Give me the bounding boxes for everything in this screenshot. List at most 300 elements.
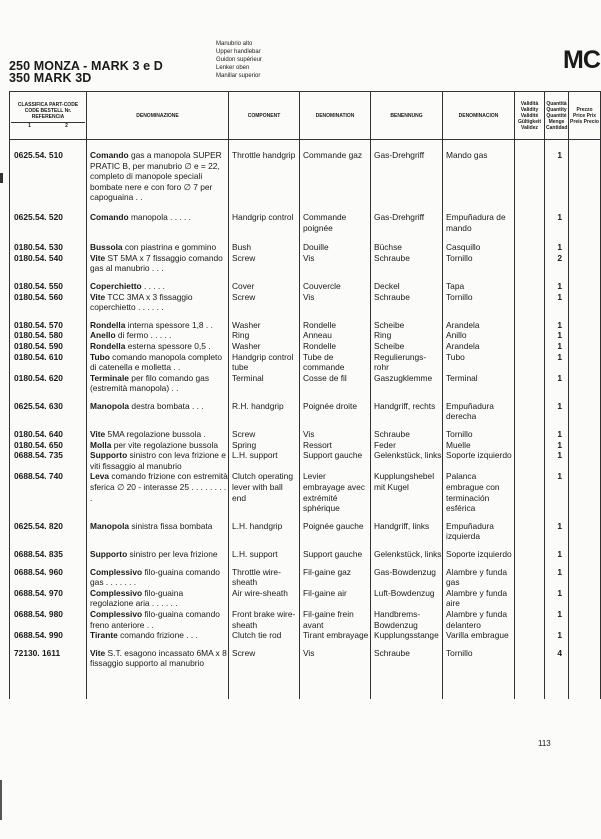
validity-cell — [515, 521, 545, 542]
description-it-keyword: Complessivo — [90, 608, 143, 619]
description-fr: Support gauche — [300, 549, 371, 560]
description-it-text: interna spessore 1,8 . . — [125, 319, 213, 330]
quantity: 1 — [545, 609, 569, 630]
description-it — [87, 150, 229, 203]
description-en: Air wire-sheath — [229, 588, 300, 609]
part-code: 0625.54. 520 — [10, 212, 87, 233]
spacer-cell — [545, 542, 569, 549]
quantity: 1 — [545, 588, 569, 609]
price-cell — [569, 253, 601, 274]
spacer-cell — [443, 233, 515, 242]
spacer-cell — [545, 274, 569, 281]
spacer-cell — [87, 542, 229, 549]
price-cell — [569, 212, 601, 233]
filler-cell — [10, 669, 87, 699]
table-row — [10, 320, 601, 331]
spacer-cell — [545, 560, 569, 567]
spacer-cell — [545, 203, 569, 212]
description-es: Arandela — [443, 320, 515, 331]
section-title-list — [216, 40, 262, 80]
table-filler — [10, 669, 601, 699]
spacer-cell — [87, 560, 229, 567]
col-en: COMPONENT — [229, 92, 300, 140]
description-it — [87, 320, 229, 331]
price-cell — [569, 292, 601, 313]
price-cell — [569, 341, 601, 352]
spacer-cell — [443, 313, 515, 320]
section-title-es: Manillar superior — [216, 73, 261, 79]
description-it — [87, 648, 229, 669]
description-fr: Levier embrayage avec extrémité sphérique — [300, 471, 371, 513]
description-it — [87, 341, 229, 352]
description-fr: Tirant embrayage — [300, 630, 371, 641]
description-en: R.H. handgrip — [229, 401, 300, 422]
spacer-cell — [10, 641, 87, 648]
spacer-cell — [371, 233, 443, 242]
part-code: 0180.54. 620 — [10, 373, 87, 394]
description-it-text: destra bombata . . . — [129, 400, 204, 411]
description-de: Ring — [371, 330, 443, 341]
validity-cell — [515, 242, 545, 253]
description-fr: Fil-gaine frein avant — [300, 609, 371, 630]
description-en: Screw — [229, 253, 300, 274]
description-it — [87, 471, 229, 513]
description-es: Tubo — [443, 352, 515, 373]
col-price: Prezzo Price Prix Preis Precio — [569, 92, 601, 140]
row-spacer — [10, 203, 601, 212]
description-it-keyword: Vite — [90, 291, 106, 302]
validity-cell — [515, 352, 545, 373]
validity-cell — [515, 630, 545, 641]
part-code: 0625.54. 510 — [10, 150, 87, 203]
price-cell — [569, 401, 601, 422]
description-it-keyword: Manopola — [90, 520, 130, 531]
description-en: Bush — [229, 242, 300, 253]
description-en: Terminal — [229, 373, 300, 394]
description-it — [87, 521, 229, 542]
spacer-cell — [569, 560, 601, 567]
spacer-cell — [300, 542, 371, 549]
part-code: 72130. 1611 — [10, 648, 87, 669]
description-it-text: filo-guaina comando gas . . . . . . . — [90, 566, 220, 588]
part-code: 0688.54. 960 — [10, 567, 87, 588]
description-it-keyword: Supporto — [90, 450, 128, 461]
validity-cell — [515, 588, 545, 609]
description-it-text: TCC 3MA x 3 fissaggio coperchietto . . . . . . — [90, 291, 193, 313]
row-spacer — [10, 313, 601, 320]
description-es: Alambre y funda aire — [443, 588, 515, 609]
description-es: Muelle — [443, 440, 515, 451]
description-it — [87, 567, 229, 588]
table-row — [10, 588, 601, 609]
spacer-cell — [443, 514, 515, 521]
quantity: 4 — [545, 648, 569, 669]
spacer-cell — [569, 274, 601, 281]
description-es: Mando gas — [443, 150, 515, 203]
description-en: Front brake wire-sheath — [229, 609, 300, 630]
brand-tag: MC — [563, 46, 600, 74]
description-de: Gas-Drehgriff — [371, 212, 443, 233]
part-code: 0180.54. 550 — [10, 281, 87, 292]
description-it-keyword: Anello — [90, 330, 116, 341]
quantity: 2 — [545, 253, 569, 274]
description-de: Kupplungshebel mit Kugel — [371, 471, 443, 513]
description-de: Handgriff, links — [371, 521, 443, 542]
filler-cell — [371, 669, 443, 699]
validity-cell — [515, 330, 545, 341]
spacer-cell — [545, 313, 569, 320]
spacer-cell — [545, 514, 569, 521]
description-de: Gelenkstück, links — [371, 549, 443, 560]
description-es: Terminal — [443, 373, 515, 394]
description-fr: Fil-gaine air — [300, 588, 371, 609]
quantity: 1 — [545, 281, 569, 292]
table-row — [10, 549, 601, 560]
filler-cell — [515, 669, 545, 699]
description-en: Screw — [229, 648, 300, 669]
table-row — [10, 330, 601, 341]
table-row — [10, 440, 601, 451]
description-it — [87, 549, 229, 560]
spacer-cell — [515, 641, 545, 648]
quantity: 1 — [545, 549, 569, 560]
description-en: Throttle handgrip — [229, 150, 300, 203]
description-es: Tornillo — [443, 429, 515, 440]
price-cell — [569, 471, 601, 513]
section-title-en: Upper handlebar — [216, 49, 261, 55]
validity-cell — [515, 401, 545, 422]
description-it-text: S.T. esagono incassato 6MA x 8 fissaggio supporto al manubrio — [90, 647, 227, 669]
description-de: Handbrems- Bowdenzug — [371, 609, 443, 630]
quantity: 1 — [545, 471, 569, 513]
price-cell — [569, 281, 601, 292]
description-en: L.H. support — [229, 450, 300, 471]
validity-cell — [515, 440, 545, 451]
description-fr: Couvercle — [300, 281, 371, 292]
quantity: 1 — [545, 429, 569, 440]
description-it-text: comando manopola completo di catenella e molletta . . — [90, 351, 223, 373]
row-spacer — [10, 641, 601, 648]
validity-cell — [515, 450, 545, 471]
spacer-cell — [229, 233, 300, 242]
price-cell — [569, 450, 601, 471]
spacer-cell — [569, 394, 601, 401]
part-code: 0180.54. 570 — [10, 320, 87, 331]
description-it — [87, 588, 229, 609]
description-it-keyword: Manopola — [90, 400, 130, 411]
description-it — [87, 630, 229, 641]
part-code: 0180.54. 650 — [10, 440, 87, 451]
part-code: 0688.54. 970 — [10, 588, 87, 609]
spacer-cell — [300, 514, 371, 521]
spacer-cell — [515, 542, 545, 549]
description-fr: Rondelle — [300, 341, 371, 352]
spacer-cell — [10, 542, 87, 549]
table-row — [10, 429, 601, 440]
description-es: Arandela — [443, 341, 515, 352]
description-en: Screw — [229, 292, 300, 313]
part-code: 0688.54. 835 — [10, 549, 87, 560]
part-code: 0180.54. 580 — [10, 330, 87, 341]
spacer-cell — [569, 542, 601, 549]
price-cell — [569, 440, 601, 451]
spacer-cell — [229, 542, 300, 549]
description-it — [87, 352, 229, 373]
description-it — [87, 401, 229, 422]
model-title-1: 250 MONZA - MARK 3 e D — [9, 59, 163, 73]
validity-cell — [515, 150, 545, 203]
spacer-cell — [569, 641, 601, 648]
description-it-text: di fermo . . . . . — [115, 330, 172, 341]
description-de: Gelenkstück, links — [371, 450, 443, 471]
description-en: Cover — [229, 281, 300, 292]
validity-cell — [515, 341, 545, 352]
spacer-cell — [515, 394, 545, 401]
description-it — [87, 330, 229, 341]
description-de: Büchse — [371, 242, 443, 253]
col-code-sub-1: 1 — [28, 123, 31, 129]
description-it — [87, 429, 229, 440]
description-it-text: 5MA regolazione bussola . — [105, 429, 206, 440]
description-it-keyword: Bussola — [90, 242, 123, 253]
page-number: 113 — [538, 739, 551, 748]
spacer-cell — [10, 394, 87, 401]
col-it: DENOMINAZIONE — [87, 92, 229, 140]
spacer-cell — [87, 514, 229, 521]
description-it-text: ST 5MA x 7 fissaggio comando gas al manubrio . . . — [90, 252, 223, 274]
price-cell — [569, 648, 601, 669]
quantity: 1 — [545, 567, 569, 588]
col-fr: DENOMINATION — [300, 92, 371, 140]
description-it-text: sinistro con leva frizione e viti fissaggio al manubrio — [90, 450, 226, 471]
quantity: 1 — [545, 521, 569, 542]
description-es: Soporte izquierdo — [443, 450, 515, 471]
validity-cell — [515, 281, 545, 292]
spacer-cell — [10, 313, 87, 320]
description-en: Screw — [229, 429, 300, 440]
spacer-cell — [569, 514, 601, 521]
description-it — [87, 373, 229, 394]
price-cell — [569, 588, 601, 609]
spacer-cell — [443, 274, 515, 281]
description-es: Tornillo — [443, 253, 515, 274]
filler-cell — [545, 669, 569, 699]
spacer-cell — [515, 233, 545, 242]
part-code: 0180.54. 560 — [10, 292, 87, 313]
spacer-cell — [371, 422, 443, 429]
margin-bar — [0, 780, 2, 820]
description-it — [87, 609, 229, 630]
quantity: 1 — [545, 450, 569, 471]
validity-cell — [515, 549, 545, 560]
description-it-text: filo-guaina comando freno anteriore . . — [90, 608, 220, 630]
spacer-cell — [10, 422, 87, 429]
filler-cell — [300, 669, 371, 699]
table-row — [10, 471, 601, 513]
spacer-cell — [569, 203, 601, 212]
description-it-text: . . . . . — [141, 280, 165, 291]
spacer-cell — [10, 274, 87, 281]
table-row — [10, 567, 601, 588]
description-en: Clutch operating lever with ball end — [229, 471, 300, 513]
description-en: L.H. handgrip — [229, 521, 300, 542]
part-code: 0688.54. 980 — [10, 609, 87, 630]
description-it-text: comando frizione con estremità sferica ∅ 20 - interasse 25 . . . . . . . . . — [90, 471, 228, 503]
description-it-text: sinistra fissa bombata — [129, 520, 213, 531]
description-en: Washer — [229, 341, 300, 352]
description-en: Throttle wire-sheath — [229, 567, 300, 588]
col-validity: Validità Validity Validité Gültigkeit Validez — [515, 92, 545, 140]
section-title-fr: Guidon supérieur — [216, 57, 263, 63]
quantity: 1 — [545, 320, 569, 331]
col-qty: Quantità Quantity Quantité Menge Cantidad — [545, 92, 569, 140]
description-de: Luft-Bowdenzug — [371, 588, 443, 609]
description-es: Anillo — [443, 330, 515, 341]
spacer-cell — [300, 394, 371, 401]
quantity: 1 — [545, 330, 569, 341]
description-es: Empuñadura de mando — [443, 212, 515, 233]
spacer-cell — [569, 422, 601, 429]
spacer-cell — [300, 641, 371, 648]
spacer-cell — [300, 274, 371, 281]
row-spacer — [10, 394, 601, 401]
spacer-cell — [229, 422, 300, 429]
description-fr: Vis — [300, 429, 371, 440]
part-code: 0180.54. 540 — [10, 253, 87, 274]
spacer-cell — [87, 233, 229, 242]
quantity: 1 — [545, 401, 569, 422]
spacer-cell — [87, 422, 229, 429]
spacer-cell — [87, 274, 229, 281]
spacer-cell — [443, 422, 515, 429]
price-cell — [569, 521, 601, 542]
description-it — [87, 242, 229, 253]
description-it-text: per filo comando gas (estremità manopola) . . — [90, 372, 210, 394]
spacer-cell — [300, 233, 371, 242]
spacer-cell — [10, 233, 87, 242]
table-row — [10, 521, 601, 542]
part-code: 0625.54. 820 — [10, 521, 87, 542]
quantity: 1 — [545, 242, 569, 253]
description-it-keyword: Vite — [90, 429, 106, 440]
description-it-keyword: Complessivo — [90, 587, 143, 598]
description-de: Schraube — [371, 292, 443, 313]
description-fr: Fil-gaine gaz — [300, 567, 371, 588]
spacer-cell — [443, 394, 515, 401]
spacer-cell — [545, 394, 569, 401]
table-row — [10, 281, 601, 292]
spacer-cell — [371, 542, 443, 549]
spacer-cell — [371, 514, 443, 521]
validity-cell — [515, 373, 545, 394]
quantity: 1 — [545, 630, 569, 641]
spacer-cell — [229, 203, 300, 212]
part-code: 0180.54. 530 — [10, 242, 87, 253]
description-es: Tornillo — [443, 292, 515, 313]
spacer-cell — [371, 274, 443, 281]
part-code: 0688.54. 990 — [10, 630, 87, 641]
spacer-cell — [229, 514, 300, 521]
spacer-cell — [229, 274, 300, 281]
col-code — [10, 92, 87, 140]
description-it — [87, 440, 229, 451]
description-de: Feder — [371, 440, 443, 451]
col-code-label: CLASSIFICA PART-CODE CODE BESTELL Nr. REFERENCIA — [17, 102, 79, 120]
price-cell — [569, 330, 601, 341]
validity-cell — [515, 212, 545, 233]
parts-table — [9, 91, 601, 699]
description-es: Alambre y funda gas — [443, 567, 515, 588]
validity-cell — [515, 471, 545, 513]
description-fr: Rondelle — [300, 320, 371, 331]
description-en: Washer — [229, 320, 300, 331]
price-cell — [569, 549, 601, 560]
spacer-cell — [10, 560, 87, 567]
validity-cell — [515, 429, 545, 440]
spacer-cell — [371, 203, 443, 212]
table-row — [10, 450, 601, 471]
description-fr: Cosse de fil — [300, 373, 371, 394]
description-de: Schraube — [371, 648, 443, 669]
table-row — [10, 401, 601, 422]
description-it-keyword: Molla — [90, 439, 112, 450]
description-it — [87, 281, 229, 292]
description-it — [87, 253, 229, 274]
validity-cell — [515, 253, 545, 274]
spacer-cell — [87, 203, 229, 212]
part-code: 0180.54. 610 — [10, 352, 87, 373]
spacer-cell — [443, 641, 515, 648]
description-de: Schraube — [371, 253, 443, 274]
table-row — [10, 609, 601, 630]
price-cell — [569, 630, 601, 641]
margin-mark — [0, 173, 3, 183]
description-fr: Tube de commande — [300, 352, 371, 373]
description-it-text: manopola . . . . . — [128, 211, 192, 222]
description-it-text: per vite regolazione bussola — [111, 439, 219, 450]
description-it — [87, 212, 229, 233]
part-code: 0180.54. 640 — [10, 429, 87, 440]
description-fr: Vis — [300, 253, 371, 274]
section-title-it: Manubrio alto — [216, 41, 253, 47]
filler-cell — [443, 669, 515, 699]
description-it-keyword: Coperchietto — [90, 280, 142, 291]
price-cell — [569, 320, 601, 331]
description-fr: Ressort — [300, 440, 371, 451]
description-fr: Poignée gauche — [300, 521, 371, 542]
filler-cell — [87, 669, 229, 699]
price-cell — [569, 242, 601, 253]
table-row — [10, 648, 601, 669]
description-en: Ring — [229, 330, 300, 341]
table-row — [10, 242, 601, 253]
description-en: Handgrip control — [229, 212, 300, 233]
quantity: 1 — [545, 373, 569, 394]
validity-cell — [515, 320, 545, 331]
row-spacer — [10, 542, 601, 549]
description-it-text: con piastrina e gommino — [122, 242, 217, 253]
spacer-cell — [515, 560, 545, 567]
table-row — [10, 352, 601, 373]
description-es: Alambre y funda delantero — [443, 609, 515, 630]
spacer-cell — [87, 313, 229, 320]
spacer-cell — [515, 422, 545, 429]
price-cell — [569, 150, 601, 203]
description-es: Empuñadura izquierda — [443, 521, 515, 542]
validity-cell — [515, 648, 545, 669]
table-row — [10, 212, 601, 233]
row-spacer — [10, 274, 601, 281]
